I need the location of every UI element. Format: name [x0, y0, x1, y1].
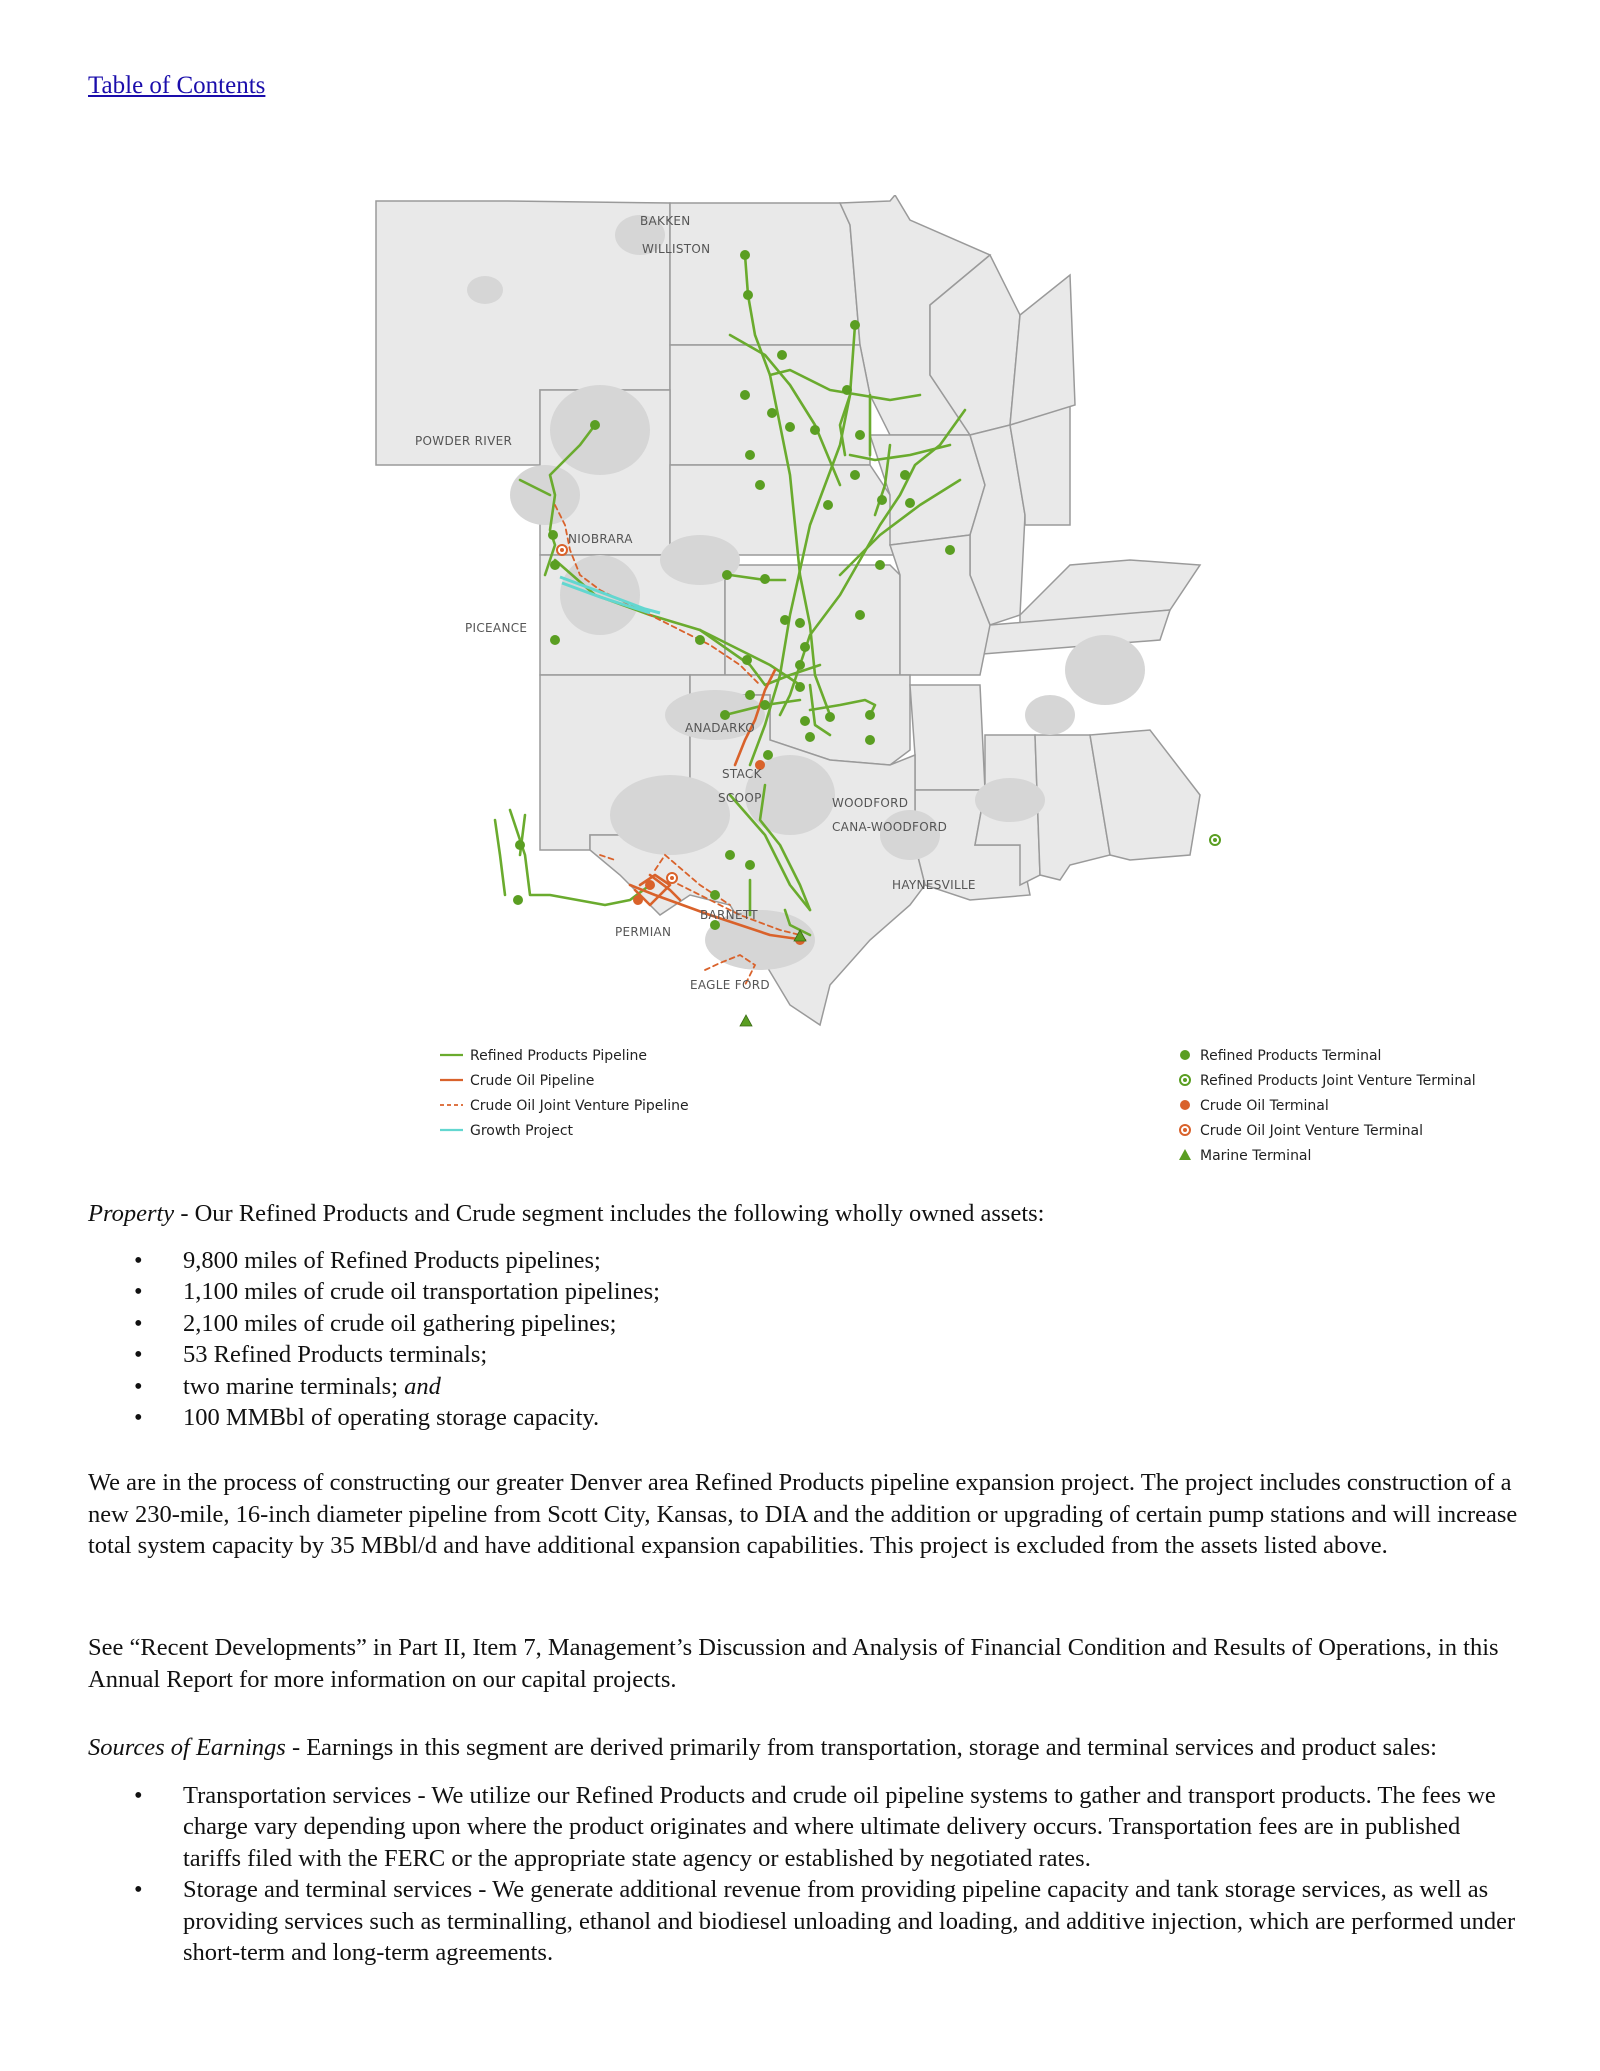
michigan-shape — [1010, 275, 1075, 425]
list-item-text: 2,100 miles of crude oil gathering pipelines; — [183, 1309, 617, 1337]
legend-refined-terminal: Refined Products Terminal — [1200, 1048, 1382, 1064]
legend-right — [1179, 1048, 1476, 1164]
legend-left — [440, 1048, 689, 1139]
label-piceance: PICEANCE — [465, 621, 528, 635]
legend-crude-terminal: Crude Oil Terminal — [1200, 1098, 1329, 1114]
label-bakken: BAKKEN — [640, 214, 691, 228]
list-item — [88, 1308, 1518, 1340]
legend-refined-pipeline: Refined Products Pipeline — [470, 1048, 648, 1064]
legend-crude-pipeline: Crude Oil Pipeline — [470, 1073, 595, 1089]
list-item — [88, 1339, 1518, 1371]
label-permian: PERMIAN — [615, 925, 672, 939]
list-item — [88, 1276, 1518, 1308]
label-barnett: BARNETT — [700, 908, 758, 922]
label-anadarko: ANADARKO — [685, 721, 756, 735]
legend-crude-jv-terminal: Crude Oil Joint Venture Terminal — [1200, 1123, 1424, 1139]
property-section — [88, 1198, 1518, 1434]
bullet-glyph: • — [134, 1404, 143, 1431]
list-item-italic-and: and — [404, 1372, 441, 1400]
list-item-text: Storage and terminal services - We generate additional revenue from providing pipeline capacity and tank storage services, as well as providing services such as terminalling, ethanol and biodiesel unloading and loading, and additive injection, which are performed under short-term and long-term agreements. — [183, 1876, 1516, 1966]
label-eagle-ford: EAGLE FORD — [690, 978, 770, 992]
legend-marker-refined-terminal — [1180, 1050, 1190, 1060]
list-item-text: 1,100 miles of crude oil transportation pipelines; — [183, 1278, 660, 1305]
sources-lead: Sources of Earnings — [88, 1734, 286, 1761]
legend-crude-jv-pipeline: Crude Oil Joint Venture Pipeline — [470, 1098, 689, 1114]
property-bullets — [88, 1245, 1518, 1434]
recent-developments-text: See “Recent Developments” in Part II, Item 7, Management’s Discussion and Analysis of Financial Condition and Results of Operations, in this Annual Report for more information on our capital projects. — [88, 1634, 1499, 1693]
sources-bullets — [88, 1780, 1518, 1969]
label-cana-woodford: CANA-WOODFORD — [832, 820, 948, 834]
label-woodford: WOODFORD — [832, 796, 909, 810]
list-item — [88, 1780, 1518, 1875]
recent-developments-paragraph — [88, 1632, 1518, 1695]
list-item-text: 53 Refined Products terminals; — [183, 1341, 488, 1368]
list-item-text: Transportation services - We utilize our Refined Products and crude oil pipeline systems to gather and transport products. The fees we charge vary depending upon where the product originates and where ultimate delivery occurs. Transportation fees are in published tariffs filed with the FERC or the appropriate state agency or established by negotiated rates. — [183, 1781, 1496, 1872]
property-intro-text: - Our Refined Products and Crude segment includes the following wholly owned assets: — [174, 1200, 1045, 1227]
label-scoop: SCOOP — [718, 791, 762, 805]
sources-intro — [88, 1732, 1518, 1764]
sources-intro-text: - Earnings in this segment are derived primarily from transportation, storage and terminal services and product sales: — [285, 1734, 1437, 1761]
label-haynesville: HAYNESVILLE — [892, 878, 976, 892]
label-stack: STACK — [722, 767, 762, 781]
legend-marker-marine-terminal — [1179, 1149, 1191, 1160]
refined-products-jv-terminals — [1210, 835, 1220, 845]
bullet-glyph: • — [134, 1309, 143, 1337]
list-item-text: two marine terminals; — [183, 1372, 405, 1400]
list-item — [88, 1371, 1518, 1403]
legend-marine-terminal: Marine Terminal — [1200, 1148, 1312, 1164]
bullet-glyph: • — [134, 1876, 143, 1903]
north-dakota-shape — [670, 203, 860, 345]
list-item — [88, 1874, 1518, 1969]
label-powder-river: POWDER RIVER — [415, 434, 513, 448]
label-williston: WILLISTON — [642, 242, 711, 256]
denver-project-text: We are in the process of constructing our greater Denver area Refined Products pipeline expansion project. The project includes construction of a new 230-mile, 16-inch diameter pipeline from Scott City, Kansas, to DIA and the addition or upgrading of certain pump stations and will increase total system capacity by 35 MBbl/d and have additional expansion capabilities. This project is excluded from the assets listed above. — [88, 1469, 1518, 1559]
legend-growth-project: Growth Project — [470, 1123, 574, 1139]
table-of-contents-link[interactable]: Table of Contents — [88, 72, 266, 99]
sources-of-earnings-section — [88, 1732, 1518, 1969]
pipeline-map-svg — [370, 195, 1480, 1175]
label-niobrara: NIOBRARA — [568, 532, 633, 546]
bullet-glyph: • — [134, 1341, 143, 1368]
bullet-glyph: • — [134, 1372, 143, 1400]
bullet-glyph: • — [134, 1278, 143, 1305]
property-lead: Property — [88, 1200, 175, 1227]
bullet-glyph: • — [134, 1781, 143, 1809]
legend-refined-jv-terminal: Refined Products Joint Venture Terminal — [1200, 1073, 1476, 1089]
state-boundaries — [376, 195, 1200, 1025]
list-item-text: 9,800 miles of Refined Products pipelines; — [183, 1246, 601, 1274]
legend-marker-crude-terminal — [1180, 1100, 1190, 1110]
pipeline-map — [370, 195, 1480, 1175]
list-item — [88, 1245, 1518, 1277]
property-intro — [88, 1198, 1518, 1230]
denver-project-paragraph — [88, 1467, 1518, 1562]
bullet-glyph: • — [134, 1246, 143, 1274]
list-item-text: 100 MMBbl of operating storage capacity. — [183, 1404, 600, 1431]
list-item — [88, 1402, 1518, 1434]
arkansas-shape — [910, 685, 985, 790]
